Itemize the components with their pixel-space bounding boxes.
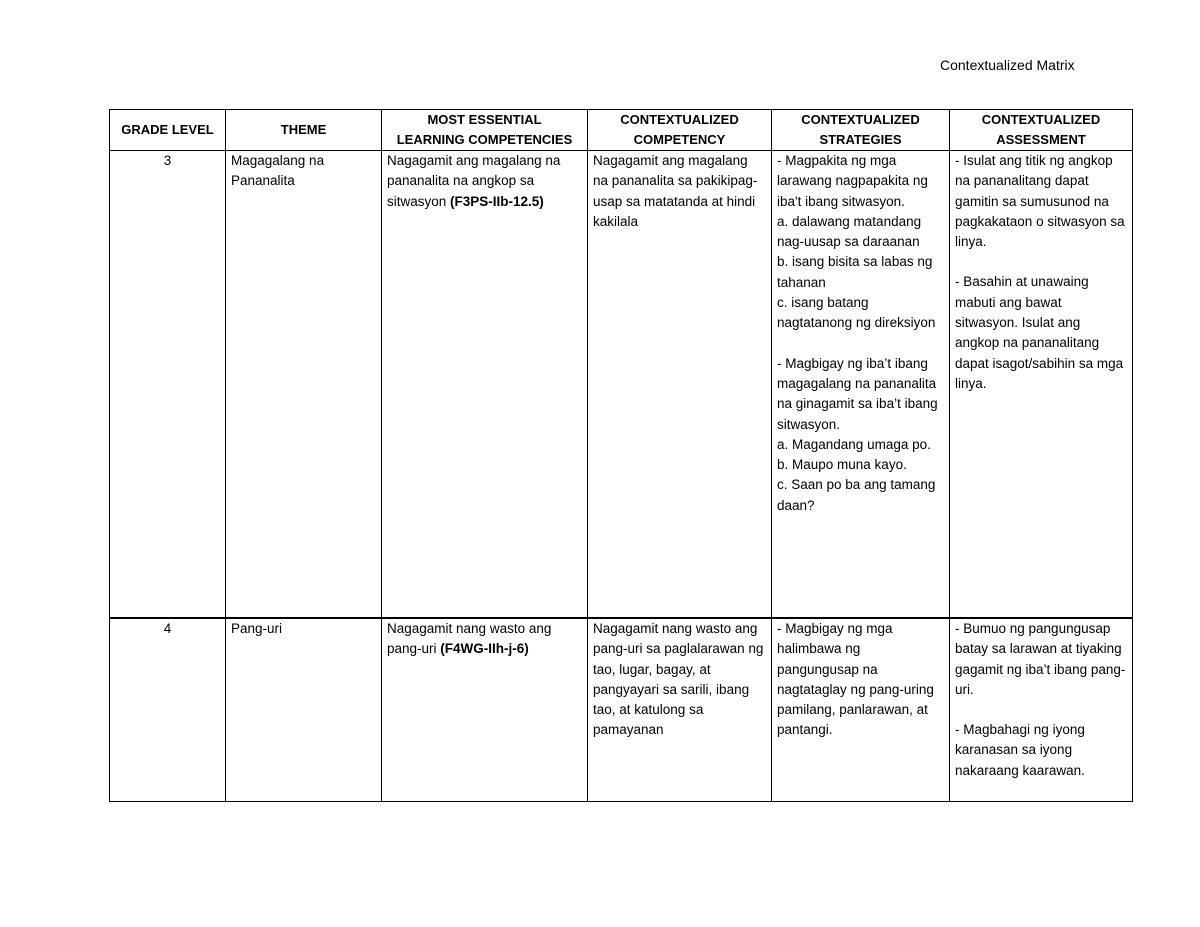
- competency-cell: Nagagamit ang magalang na pananalita sa pakikipag-usap sa matatanda at hindi kakilala: [588, 151, 772, 619]
- assessment-cell: - Isulat ang titik ng angkop na pananalitang dapat gamitin sa sumusunod na pagkakataon o sitwasyon sa linya. - Basahin at unawaing mabuti ang bawat sitwasyon. Isulat ang angkop na pananalitang dapat isagot/sabihin sa mga linya.: [950, 151, 1133, 619]
- grade-cell: 4: [110, 618, 226, 802]
- header-strategies: CONTEXTUALIZED STRATEGIES: [772, 110, 950, 151]
- page-header: Contextualized Matrix: [940, 57, 1075, 73]
- header-theme: THEME: [226, 110, 382, 151]
- theme-cell: Pang-uri: [226, 618, 382, 802]
- header-melc: MOST ESSENTIAL LEARNING COMPETENCIES: [382, 110, 588, 151]
- header-competency: CONTEXTUALIZED COMPETENCY: [588, 110, 772, 151]
- contextualized-matrix-table: [109, 109, 1133, 802]
- assessment-cell: - Bumuo ng pangungusap batay sa larawan at tiyaking gagamit ng iba’t ibang pang-uri. - Magbahagi ng iyong karanasan sa iyong nakaraang kaarawan.: [950, 618, 1133, 802]
- table-row: [110, 618, 1133, 802]
- melc-code: (F4WG-IIh-j-6): [440, 641, 529, 657]
- strategies-cell: - Magpakita ng mga larawang nagpapakita ng iba't ibang sitwasyon. a. dalawang matandang nag-uusap sa daraanan b. isang bisita sa labas ng tahanan c. isang batang nagtatanong ng direksiyon - Magbigay ng iba’t ibang magagalang na pananalita na ginagamit sa iba’t ibang sitwasyon. a. Magandang umaga po. b. Maupo muna kayo. c. Saan po ba ang tamang daan?: [772, 151, 950, 619]
- strategies-cell: - Magbigay ng mga halimbawa ng pangungusap na nagtataglay ng pang-uring pamilang, panlarawan, at pantangi.: [772, 618, 950, 802]
- header-assessment: CONTEXTUALIZED ASSESSMENT: [950, 110, 1133, 151]
- header-grade-level: GRADE LEVEL: [110, 110, 226, 151]
- table-row: [110, 151, 1133, 619]
- competency-cell: Nagagamit nang wasto ang pang-uri sa paglalarawan ng tao, lugar, bagay, at pangyayari sa sarili, ibang tao, at katulong sa pamayanan: [588, 618, 772, 802]
- theme-cell: Magagalang na Pananalita: [226, 151, 382, 619]
- melc-cell: Nagagamit ang magalang na pananalita na angkop sa sitwasyon (F3PS-IIb-12.5): [382, 151, 588, 619]
- melc-code: (F3PS-IIb-12.5): [450, 193, 544, 209]
- melc-cell: Nagagamit nang wasto ang pang-uri (F4WG-IIh-j-6): [382, 618, 588, 802]
- table-header-row: [110, 110, 1133, 151]
- grade-cell: 3: [110, 151, 226, 619]
